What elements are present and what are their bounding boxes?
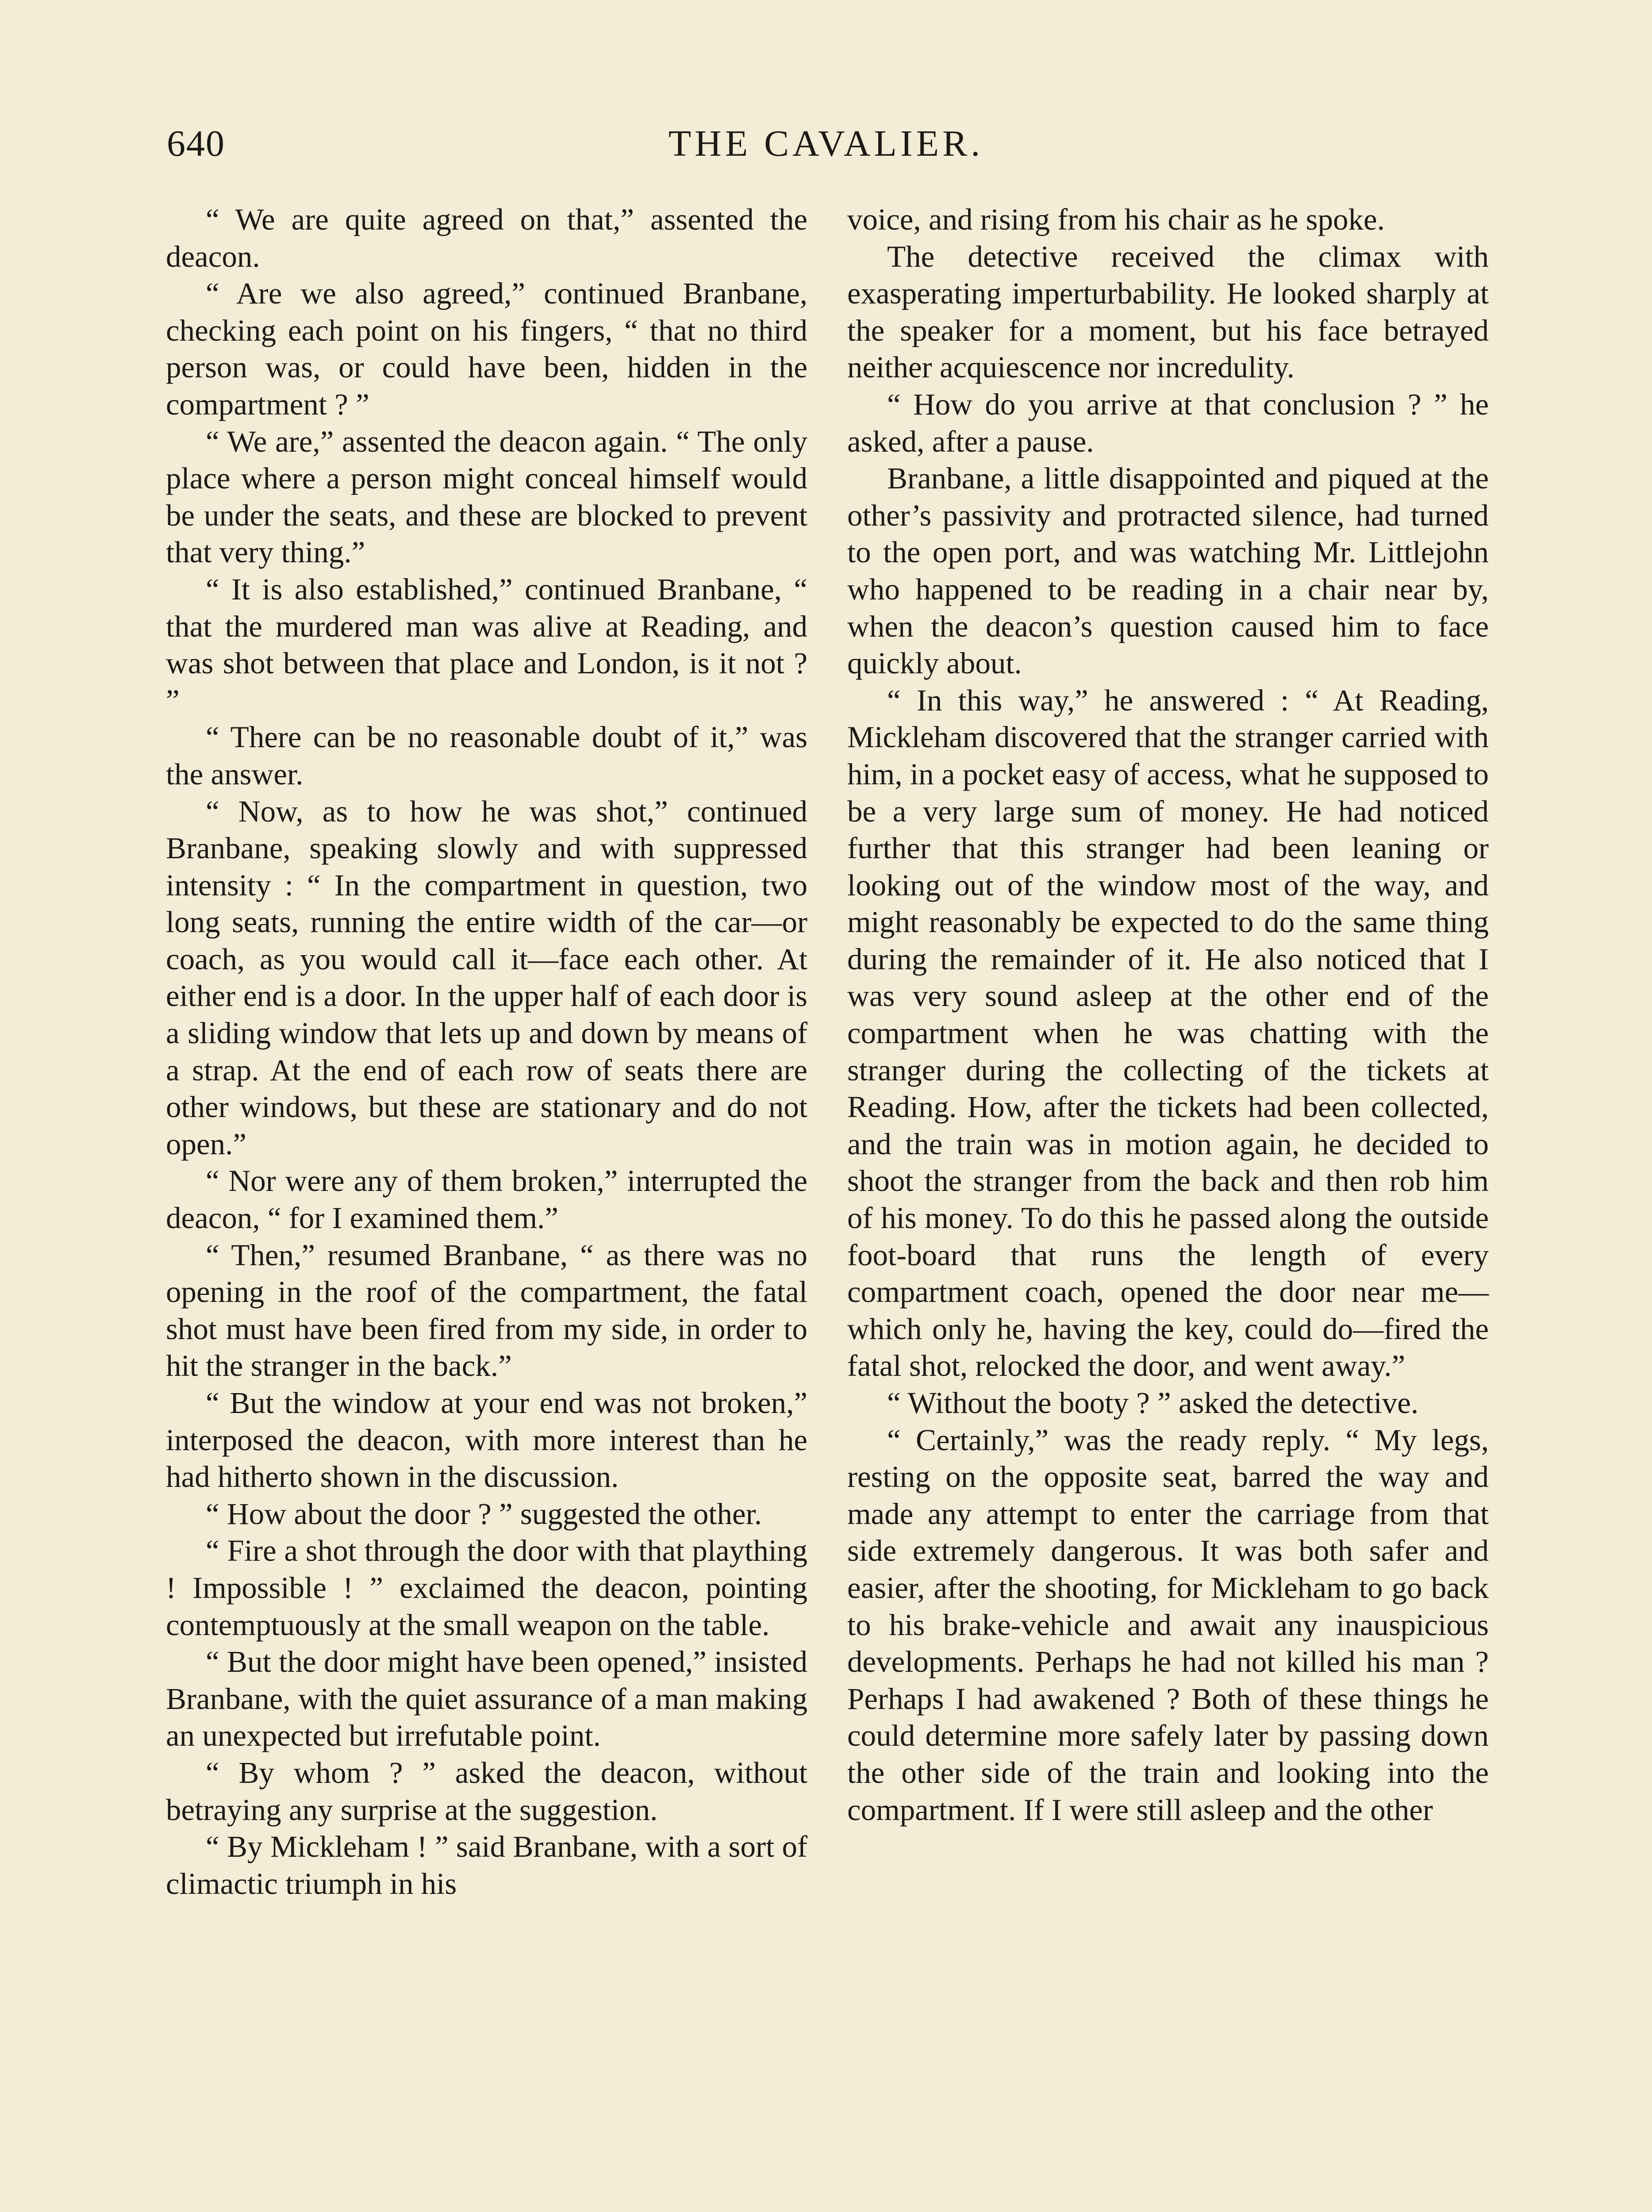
paragraph: “ Certainly,” was the ready reply. “ My legs, resting on the opposite seat, barred the way and made any attempt to enter the carriage from that side extremely dangerous. It was both safer and easier, after the shooting, for Mickleham to go back to his brake-vehicle and await any inauspicious developments. Perhaps he had not killed his man ? Perhaps I had awakened ? Both of these things he could determine more safely later by passing down the other side of the train and looking into the compartment. If I were still asleep and the other <box>847 1423 1489 1827</box>
paragraph: “ How do you arrive at that conclusion ? ” he asked, after a pause. <box>847 387 1489 458</box>
paragraph: “ In this way,” he answered : “ At Reading, Mickleham discovered that the stranger carried with him, in a pocket easy of access, what he supposed to be a very large sum of money. He had noticed further that this stranger had been leaning or looking out of the window most of the way, and might reasonably be expected to do the same thing during the remainder of it. He also noticed that I was very sound asleep at the other end of the compartment when he was chatting with the stranger during the collecting of the tickets at Reading. How, after the tickets had been collected, and the train was in motion again, he decided to shoot the stranger from the back and then rob him of his money. To do this he passed along the outside foot-board that runs the length of every compartment coach, opened the door near me—which only he, having the key, could do—fired the fatal shot, relocked the door, and went away.” <box>847 683 1489 1383</box>
paragraph: “ Nor were any of them broken,” interrupted the deacon, “ for I examined them.” <box>166 1164 807 1235</box>
paragraph: “ It is also established,” continued Branbane, “ that the murdered man was alive at Reading, and was shot between that place and London, is it not ? ” <box>166 572 807 717</box>
paragraph-continuation: voice, and rising from his chair as he spoke. <box>847 203 1385 236</box>
paragraph: “ By whom ? ” asked the deacon, without betraying any surprise at the suggestion. <box>166 1755 807 1827</box>
paragraph: Branbane, a little disappointed and piqued at the other’s passivity and protracted silence, had turned to the open port, and was watching Mr. Littlejohn who happened to be reading in a chair near by, when the deacon’s question caused him to face quickly about. <box>847 461 1489 680</box>
running-head: THE CAVALIER. <box>668 123 984 164</box>
paragraph: “ We are quite agreed on that,” assented the deacon. <box>166 203 807 273</box>
paragraph: “ But the window at your end was not broken,” interposed the deacon, with more interest than he had hitherto shown in the discussion. <box>166 1386 807 1494</box>
left-column <box>166 201 807 1902</box>
paragraph: “ Are we also agreed,” continued Branbane, checking each point on his fingers, “ that no third person was, or could have been, hidden in the compartment ? ” <box>166 276 807 421</box>
paragraph: “ There can be no reasonable doubt of it,” was the answer. <box>166 720 807 791</box>
paragraph: “ Fire a shot through the door with that plaything ! Impossible ! ” exclaimed the deacon, pointing contemptuously at the small weapon on the table. <box>166 1534 807 1642</box>
paragraph: “ We are,” assented the deacon again. “ The only place where a person might conceal himself would be under the seats, and these are blocked to prevent that very thing.” <box>166 424 807 569</box>
paragraph: “ By Mickleham ! ” said Branbane, with a sort of climactic triumph in his <box>166 1830 807 1901</box>
page-number: 640 <box>167 123 225 164</box>
paragraph: The detective received the climax with exasperating imperturbability. He looked sharply at the speaker for a moment, but his face betrayed neither acquiescence nor incredulity. <box>847 239 1489 384</box>
paragraph: “ But the door might have been opened,” insisted Branbane, with the quiet assurance of a man making an unexpected but irrefutable point. <box>166 1645 807 1753</box>
right-column <box>847 201 1489 1828</box>
paragraph: “ Then,” resumed Branbane, “ as there was no opening in the roof of the compartment, the fatal shot must have been fired from my side, in order to hit the stranger in the back.” <box>166 1238 807 1383</box>
paragraph: “ How about the door ? ” suggested the other. <box>206 1497 762 1531</box>
paragraph: “ Without the booty ? ” asked the detective. <box>887 1386 1419 1420</box>
paragraph: “ Now, as to how he was shot,” continued Branbane, speaking slowly and with suppressed intensity : “ In the compartment in question, two long seats, running the entire width of the car—or coach, as you would call it—face each other. At either end is a door. In the upper half of each door is a sliding window that lets up and down by means of a strap. At the end of each row of seats there are other windows, but these are stationary and do not open.” <box>166 794 807 1161</box>
